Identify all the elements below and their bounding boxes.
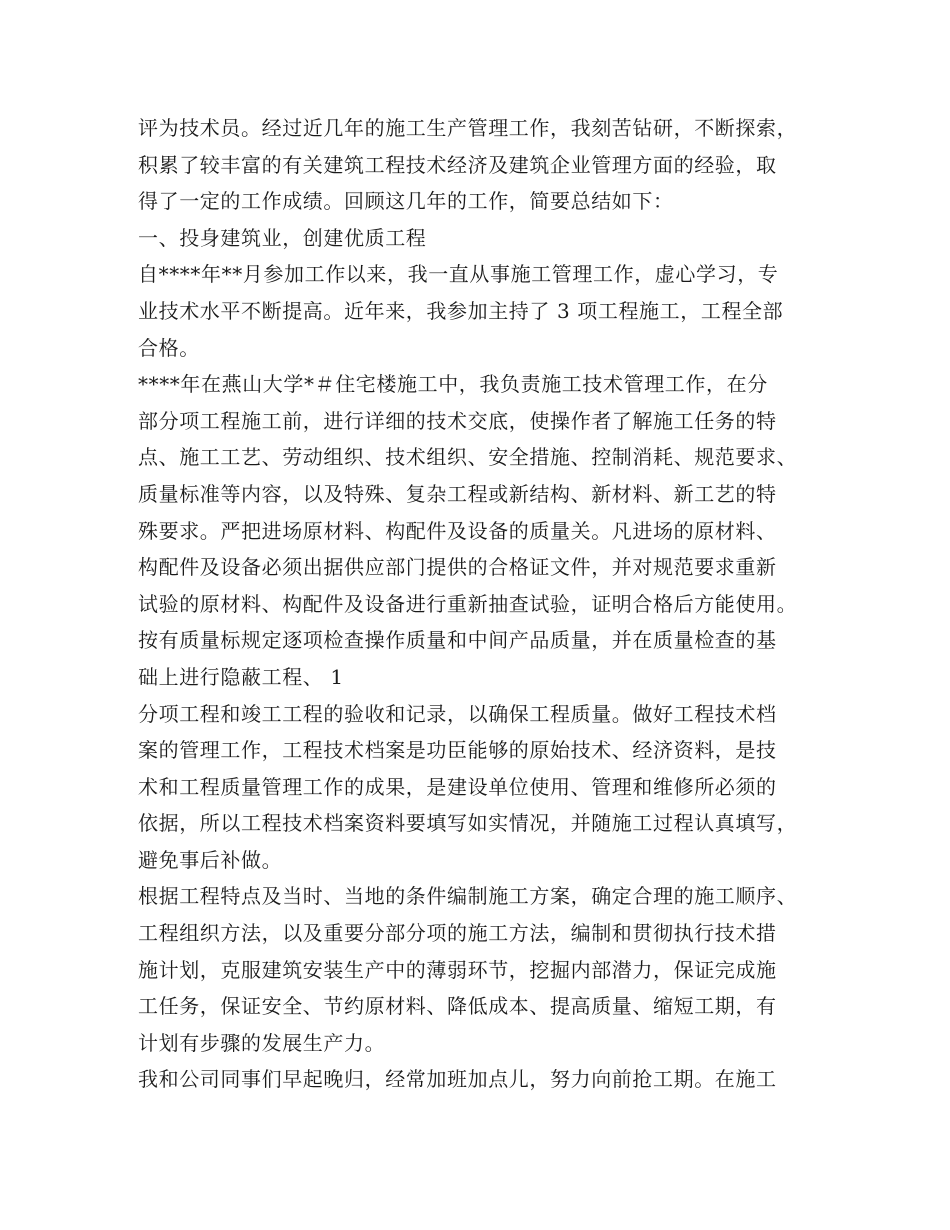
text-line: 业技术水平不断提高。近年来，我参加主持了 3 项工程施工，工程全部 xyxy=(138,298,784,323)
text-line: 依据，所以工程技术档案资料要填写如实情况，并随施工过程认真填写， xyxy=(138,811,798,836)
text-line: 工程组织方法，以及重要分部分项的施工方法，编制和贯彻执行技术措 xyxy=(138,921,777,946)
text-line: 积累了较丰富的有关建筑工程技术经济及建筑企业管理方面的经验，取 xyxy=(138,152,777,177)
text-line: 术和工程质量管理工作的成果，是建设单位使用、管理和维修所必须的 xyxy=(138,774,777,799)
text-line: 质量标准等内容，以及特殊、复杂工程或新结构、新材料、新工艺的特 xyxy=(138,481,777,506)
text-line: 按有质量标规定逐项检查操作质量和中间产品质量，并在质量检查的基 xyxy=(138,628,777,653)
text-line: 部分项工程施工前，进行详细的技术交底，使操作者了解施工任务的特 xyxy=(138,408,777,433)
text-line: 根据工程特点及当时、当地的条件编制施工方案，确定合理的施工顺序、 xyxy=(138,884,798,909)
text-line: 自****年**月参加工作以来，我一直从事施工管理工作，虚心学习，专 xyxy=(138,262,779,287)
text-line: 施计划，克服建筑安装生产中的薄弱环节，挖掘内部潜力，保证完成施 xyxy=(138,957,777,982)
text-line: 案的管理工作，工程技术档案是功臣能够的原始技术、经济资料，是技 xyxy=(138,738,777,763)
text-line: 合格。 xyxy=(138,335,200,360)
section-heading: 一、投身建筑业，创建优质工程 xyxy=(138,225,427,250)
text-line: 试验的原材料、构配件及设备进行重新抽查试验，证明合格后方能使用。 xyxy=(138,591,798,616)
document-body xyxy=(138,110,828,1098)
text-line: ****年在燕山大学*＃住宅楼施工中，我负责施工技术管理工作，在分 xyxy=(138,372,768,397)
text-line: 础上进行隐蔽工程、 1 xyxy=(138,664,344,689)
text-line: 避免事后补做。 xyxy=(138,847,283,872)
text-line: 我和公司同事们早起晚归，经常加班加点儿，努力向前抢工期。在施工 xyxy=(138,1067,777,1092)
text-line: 得了一定的工作成绩。回顾这几年的工作，简要总结如下： xyxy=(138,189,674,214)
text-line: 分项工程和竣工工程的验收和记录，以确保工程质量。做好工程技术档 xyxy=(138,701,777,726)
text-line: 工任务，保证安全、节约原材料、降低成本、提高质量、缩短工期，有 xyxy=(138,994,777,1019)
text-line: 构配件及设备必须出据供应部门提供的合格证文件，并对规范要求重新 xyxy=(138,555,777,580)
text-line: 评为技术员。经过近几年的施工生产管理工作，我刻苦钻研，不断探索， xyxy=(138,116,798,140)
text-line: 殊要求。严把进场原材料、构配件及设备的质量关。凡进场的原材料、 xyxy=(138,518,777,543)
text-line: 点、施工工艺、劳动组织、技术组织、安全措施、控制消耗、规范要求、 xyxy=(138,445,798,470)
text-line: 计划有步骤的发展生产力。 xyxy=(138,1030,386,1055)
